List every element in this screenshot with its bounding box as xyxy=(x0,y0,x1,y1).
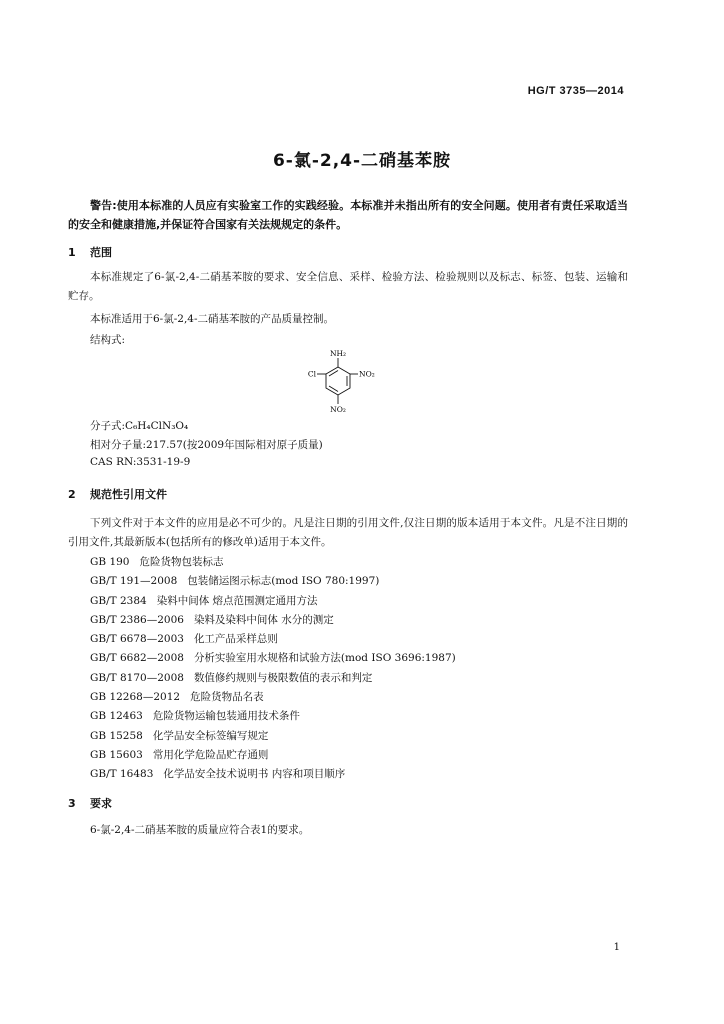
reference-code: GB 15603 xyxy=(90,748,143,761)
section-2-title: 规范性引用文件 xyxy=(90,488,167,501)
section-3-title: 要求 xyxy=(90,797,112,810)
reference-title: 包装储运图示标志(mod ISO 780:1997) xyxy=(187,575,380,588)
reference-title: 危险货物包装标志 xyxy=(139,556,224,568)
section-1-heading xyxy=(68,244,112,260)
reference-title: 危险货物品名表 xyxy=(190,691,264,704)
reference-code: GB/T 16483 xyxy=(90,768,154,781)
amino-group-label: NH₂ xyxy=(329,349,347,358)
reference-code: GB/T 6682—2008 xyxy=(90,652,184,665)
nitro-group-bottom-label: NO₂ xyxy=(330,405,346,414)
reference-item xyxy=(90,572,456,591)
section-2-intro: 下列文件对于本文件的应用是必不可少的。凡是注日期的引用文件,仅注日期的版本适用于本文件。凡是不注日期的引用文件,其最新版本(包括所有的修改单)适用于本文件。 xyxy=(68,517,628,548)
molecular-formula: 分子式:C₆H₄ClN₃O₄ xyxy=(90,420,189,432)
section-2-heading xyxy=(68,486,167,502)
warning-paragraph: 警告:使用本标准的人员应有实验室工作的实践经验。本标准并未指出所有的安全问题。使用者有责任采取适当的安全和健康措施,并保证符合国家有关法规规定的条件。 xyxy=(68,199,628,231)
reference-title: 染料中间体 熔点范围测定通用方法 xyxy=(156,594,318,607)
reference-item xyxy=(90,611,456,630)
section-1-title: 范围 xyxy=(90,246,112,259)
reference-title: 化学品安全技术说明书 内容和项目顺序 xyxy=(163,768,346,781)
molecular-mass: 相对分子量:217.57(按2009年国际相对原子质量) xyxy=(90,439,323,451)
reference-code: GB/T 6678—2003 xyxy=(90,633,184,646)
reference-title: 危险货物运输包装通用技术条件 xyxy=(152,710,300,723)
reference-title: 数值修约规则与极限数值的表示和判定 xyxy=(193,671,373,684)
reference-title: 常用化学危险品贮存通则 xyxy=(152,748,269,761)
reference-item xyxy=(90,630,456,649)
document-title: 6-氯-2,4-二硝基苯胺 xyxy=(272,151,452,171)
reference-code: GB 15258 xyxy=(90,729,143,742)
reference-title: 分析实验室用水规格和试验方法(mod ISO 3696:1987) xyxy=(193,652,456,665)
section-3-paragraph: 6-氯-2,4-二硝基苯胺的质量应符合表1的要求。 xyxy=(90,824,310,836)
reference-title: 化学品安全标签编写规定 xyxy=(152,729,269,742)
section-1-paragraph-2: 本标准适用于6-氯-2,4-二硝基苯胺的产品质量控制。 xyxy=(90,313,335,325)
section-1-number: 1 xyxy=(68,246,76,259)
standard-code: HG/T 3735—2014 xyxy=(527,85,624,97)
section-3-number: 3 xyxy=(68,797,76,810)
reference-code: GB/T 2384 xyxy=(90,594,147,607)
benzene-ring xyxy=(317,358,358,404)
reference-item xyxy=(90,592,456,611)
reference-code: GB/T 2386—2006 xyxy=(90,613,184,626)
chloro-group-label: Cl xyxy=(307,369,316,379)
reference-item xyxy=(90,765,456,784)
reference-code: GB 190 xyxy=(90,556,130,568)
reference-title: 化工产品采样总则 xyxy=(193,633,278,646)
reference-code: GB/T 191—2008 xyxy=(90,575,178,588)
section-1-paragraph-1: 本标准规定了6-氯-2,4-二硝基苯胺的要求、安全信息、采样、检验方法、检验规则以及标志、标签、包装、运输和贮存。 xyxy=(68,271,628,302)
reference-item xyxy=(90,727,456,746)
page-number: 1 xyxy=(613,942,620,953)
reference-item xyxy=(90,553,456,572)
section-2-number: 2 xyxy=(68,488,76,501)
reference-item xyxy=(90,649,456,668)
reference-title: 染料及染料中间体 水分的测定 xyxy=(193,613,334,626)
nitro-group-right-label: NO₂ xyxy=(359,369,375,379)
reference-item xyxy=(90,746,456,765)
reference-item xyxy=(90,688,456,707)
reference-code: GB 12268—2012 xyxy=(90,691,181,704)
structural-formula xyxy=(296,346,406,418)
reference-item xyxy=(90,707,456,726)
normative-references-list xyxy=(90,553,456,785)
reference-code: GB 12463 xyxy=(90,710,143,723)
reference-code: GB/T 8170—2008 xyxy=(90,671,184,684)
structure-label: 结构式: xyxy=(90,334,126,346)
cas-number: CAS RN:3531-19-9 xyxy=(90,456,191,468)
reference-item xyxy=(90,669,456,688)
section-3-heading xyxy=(68,795,112,811)
